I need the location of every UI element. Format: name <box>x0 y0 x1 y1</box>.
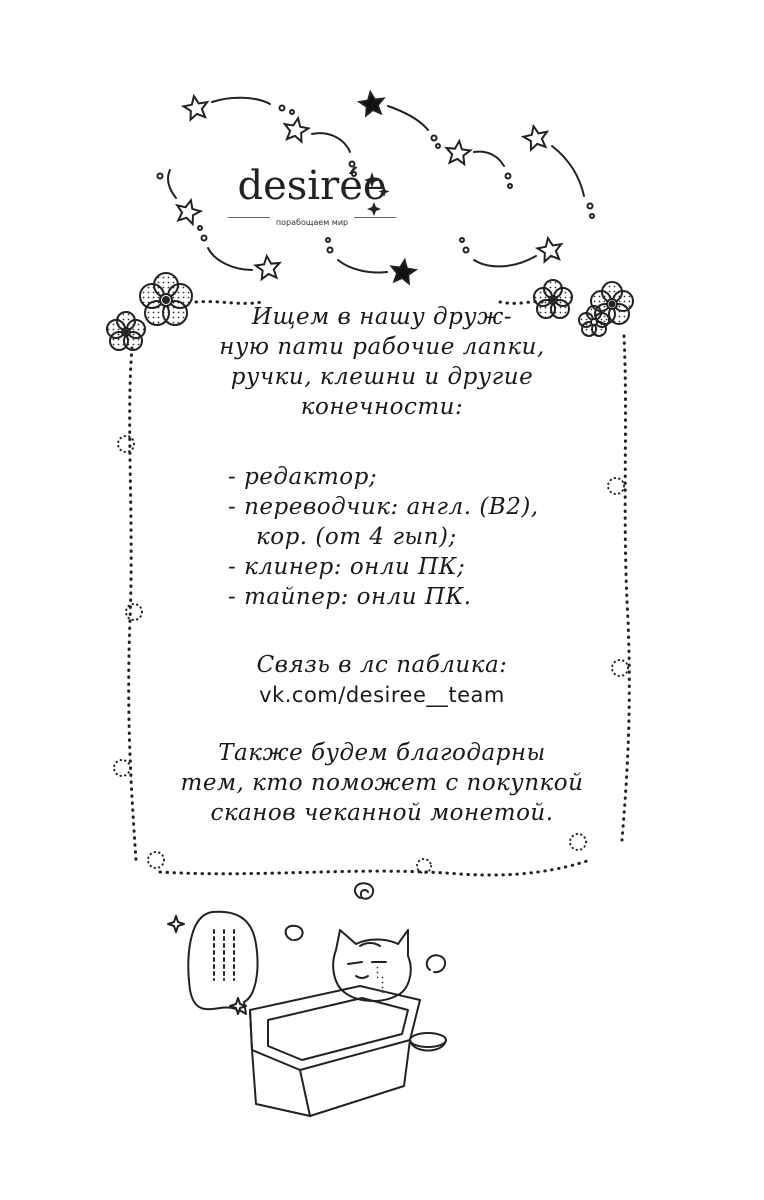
intro-paragraph <box>150 302 614 422</box>
logo-wordmark: desirée <box>237 163 387 209</box>
star-outline-icon <box>460 236 564 266</box>
role-cleaner: - клинер: онли ПК; <box>228 554 466 580</box>
logo-tagline: порабощаем мир <box>270 216 354 230</box>
roles-list <box>228 462 608 612</box>
contact-label: Связь в лс паблика: <box>256 652 508 678</box>
star-filled-icon <box>358 90 440 148</box>
star-outline-icon <box>182 94 294 120</box>
logo-rule <box>222 210 402 227</box>
thanks-line: тем, кто поможет с покупкой <box>180 770 584 796</box>
role-translator: - переводчик: англ. (В2), <box>228 494 539 520</box>
star-filled-icon <box>326 238 417 284</box>
contact-link[interactable]: vk.com/desiree__team <box>259 683 505 707</box>
intro-line: Ищем в нашу друж- <box>251 304 513 330</box>
sparkle-icon <box>168 916 184 932</box>
desiree-logo <box>222 164 402 234</box>
star-outline-icon <box>158 170 203 225</box>
contact-block <box>150 650 614 710</box>
intro-line: ручки, клешни и другие <box>230 364 534 390</box>
cat-in-box-illustration <box>168 883 446 1116</box>
speech-bubble <box>188 912 257 1014</box>
star-outline-icon <box>522 124 594 218</box>
star-outline-icon <box>445 140 512 188</box>
thanks-line: Также будем благодарны <box>218 740 546 766</box>
role-typesetter: - тайпер: онли ПК. <box>228 584 472 610</box>
intro-line: конечности: <box>300 394 464 420</box>
role-translator-korean: кор. (от 4 гып); <box>256 524 457 550</box>
role-editor: - редактор; <box>228 464 378 490</box>
star-outline-icon <box>198 226 281 280</box>
intro-line: ную пати рабочие лапки, <box>219 334 545 360</box>
thanks-paragraph <box>150 738 614 828</box>
thanks-line: сканов чеканной монетой. <box>210 800 554 826</box>
